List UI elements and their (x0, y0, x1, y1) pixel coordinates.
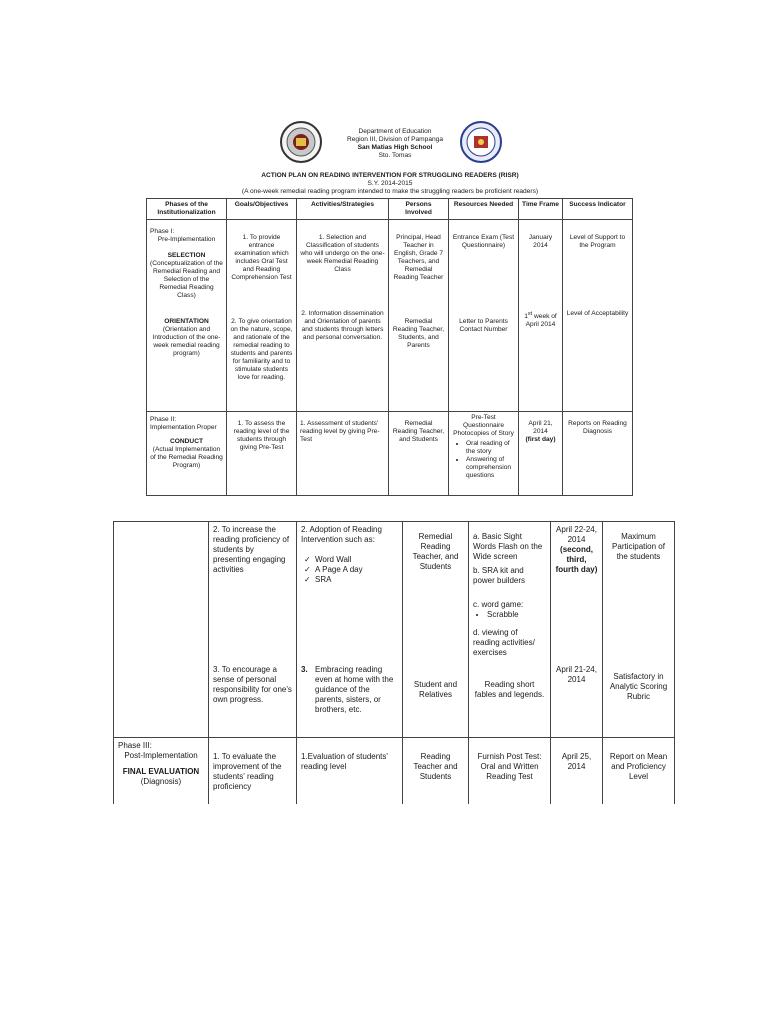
activity-cell: 1.Evaluation of students' reading level (297, 738, 403, 804)
list-item: ✓ A Page A day (315, 565, 398, 575)
time-cell: April 21-24, 2014 (551, 662, 603, 738)
goal-cell: 3. To encourage a sense of personal responsibility for one's own progress. (209, 662, 297, 738)
goal-cell: 2. To give orientation on the nature, scope, and rationale of the remedial reading to students and parents for familiarity and to stimulate students love for reading. (227, 308, 297, 412)
persons-cell: Remedial Reading Teacher, and Students (389, 412, 449, 496)
resource-a: a. Basic Sight Words Flash on the Wide screen (473, 532, 543, 561)
persons-cell: Remedial Reading Teacher, Students, and Parents (389, 308, 449, 412)
phase-sub: Post-Implementation (124, 751, 198, 760)
phase-sub: Implementation Proper (150, 424, 217, 431)
action-plan-table-page1 (146, 198, 633, 496)
time-cell: April 25, 2014 (551, 738, 603, 804)
school-name: San Matias High School (357, 144, 433, 151)
phase-title: ORIENTATION (164, 317, 209, 325)
action-plan-table-page2 (113, 521, 675, 804)
indicator-cell: Level of Acceptability (563, 308, 633, 412)
goal-cell: 1. To evaluate the improvement of the students' reading proficiency (209, 738, 297, 804)
list-item: ✓ SRA (315, 575, 398, 585)
phase-cell (147, 412, 227, 496)
school-year: S.Y. 2014-2015 (367, 180, 413, 187)
table-row (147, 220, 633, 308)
phase-title: FINAL EVALUATION (122, 767, 200, 776)
time-num: 1 (524, 312, 528, 320)
phase-cell (147, 220, 227, 308)
phase-cell (114, 738, 209, 804)
col-header-resources: Resources Needed (449, 199, 519, 220)
plan-subtitle: (A one-week remedial reading program intended to make the struggling readers be proficient readers) (241, 188, 539, 195)
phase-label: Phase II: (150, 416, 177, 423)
time-day: (first day) (525, 436, 556, 443)
phase-cell (114, 662, 209, 738)
table-row (147, 308, 633, 412)
activity-cell: 1. Assessment of students' reading level by giving Pre-Test (297, 412, 389, 496)
phase-desc: (Actual Implementation of the Remedial Reading Program) (150, 446, 223, 469)
goal-cell: 1. To assess the reading level of the students through giving Pre-Test (227, 412, 297, 496)
activity-list (301, 555, 398, 585)
indicator-cell: Maximum Participation of the students (603, 522, 675, 662)
phase-cell (147, 308, 227, 412)
time-days: (second, third, fourth day) (555, 545, 598, 574)
indicator-cell: Reports on Reading Diagnosis (563, 412, 633, 496)
persons-cell: Principal, Head Teacher in English, Grade 7 Teachers, and Remedial Reading Teacher (389, 220, 449, 308)
document-header (275, 118, 515, 170)
persons-cell: Reading Teacher and Students (403, 738, 469, 804)
phase-desc: (Orientation and Introduction of the one-week remedial reading program) (152, 325, 221, 357)
list-item: ✓ Word Wall (315, 555, 398, 565)
col-header-phases: Phases of the Institutionalization (147, 199, 227, 220)
persons-cell: Remedial Reading Teacher, and Students (403, 522, 469, 662)
list-item: • Oral reading of the story (466, 440, 515, 456)
resources-text: Pre-Test Questionnaire Photocopies of Story (453, 414, 514, 437)
phase-label: Phase I: (150, 228, 175, 235)
activity-cell: 2. Information dissemination and Orientation of parents and students through letters and personal conversation. (297, 308, 389, 412)
time-text: April 21, 2014 (528, 420, 553, 435)
phase-sub: Pre-Implementation (157, 236, 216, 243)
time-cell (519, 412, 563, 496)
col-header-time: Time Frame (519, 199, 563, 220)
activity-cell (297, 662, 403, 738)
resource-c-list (473, 610, 546, 620)
document-title (145, 172, 635, 196)
resources-cell: Letter to Parents Contact Number (449, 308, 519, 412)
goal-cell: 2. To increase the reading proficiency of students by presenting engaging activities (209, 522, 297, 662)
persons-cell: Student and Relatives (403, 662, 469, 738)
header-line2: Region III, Division of Pampanga (346, 136, 444, 143)
time-sup: st (527, 310, 533, 317)
table-row (114, 738, 675, 804)
list-item: • Scrabble (487, 610, 546, 620)
activity-item (301, 665, 398, 715)
activity-cell: 1. Selection and Classification of students who will undergo on the one-week Remedial Reading Class (297, 220, 389, 308)
school-town: Sto. Tomas (378, 152, 412, 159)
plan-title: ACTION PLAN ON READING INTERVENTION FOR STRUGGLING READERS (RISR) (261, 172, 519, 179)
phase-desc: (Conceptualization of the Remedial Reading and Selection of the Remedial Reading Class) (150, 260, 223, 299)
resource-c: c. word game: (473, 600, 524, 609)
indicator-cell: Satisfactory in Analytic Scoring Rubric (603, 662, 675, 738)
col-header-indicator: Success Indicator (563, 199, 633, 220)
header-line1: Department of Education (358, 128, 432, 135)
phase-title: CONDUCT (170, 438, 203, 445)
phase-cell (114, 522, 209, 662)
resource-d: d. viewing of reading activities/ exercises (473, 628, 535, 657)
resources-cell: Furnish Post Test: Oral and Written Reading Test (469, 738, 551, 804)
deped-seal-logo (460, 118, 502, 166)
phase-title: SELECTION (167, 252, 206, 259)
phase-desc: (Diagnosis) (140, 777, 182, 786)
time-cell (551, 522, 603, 662)
table-row (147, 412, 633, 496)
activity-cell (297, 522, 403, 662)
resources-cell: Entrance Exam (Test Questionnaire) (449, 220, 519, 308)
time-text: April 22-24, 2014 (556, 525, 597, 544)
activity-number: 3. (301, 664, 308, 674)
phase-label: Phase III: (118, 741, 152, 750)
activity-text: 2. Adoption of Reading Intervention such as: (301, 525, 382, 544)
time-cell (519, 308, 563, 412)
col-header-goals: Goals/Objectives (227, 199, 297, 220)
resources-cell: Reading short fables and legends. (469, 662, 551, 738)
resource-b: b. SRA kit and power builders (473, 566, 526, 585)
goal-cell: 1. To provide entrance examination which includes Oral Test and Reading Comprehension Test (227, 220, 297, 308)
col-header-persons: Persons Involved (389, 199, 449, 220)
table-row (114, 662, 675, 738)
indicator-cell: Report on Mean and Proficiency Level (603, 738, 675, 804)
time-cell: January 2014 (519, 220, 563, 308)
indicator-cell: Level of Support to the Program (563, 220, 633, 308)
resources-list (452, 440, 515, 480)
resources-cell (449, 412, 519, 496)
time-rest: week of April 2014 (525, 312, 557, 328)
resources-cell (469, 522, 551, 662)
table-header-row (147, 199, 633, 220)
col-header-activities: Activities/Strategies (297, 199, 389, 220)
table-row (114, 522, 675, 662)
list-item: • Answering of comprehension questions (466, 456, 515, 480)
activity-text: Embracing reading even at home with the guidance of the parents, sisters, or brothers, etc. (315, 664, 394, 714)
